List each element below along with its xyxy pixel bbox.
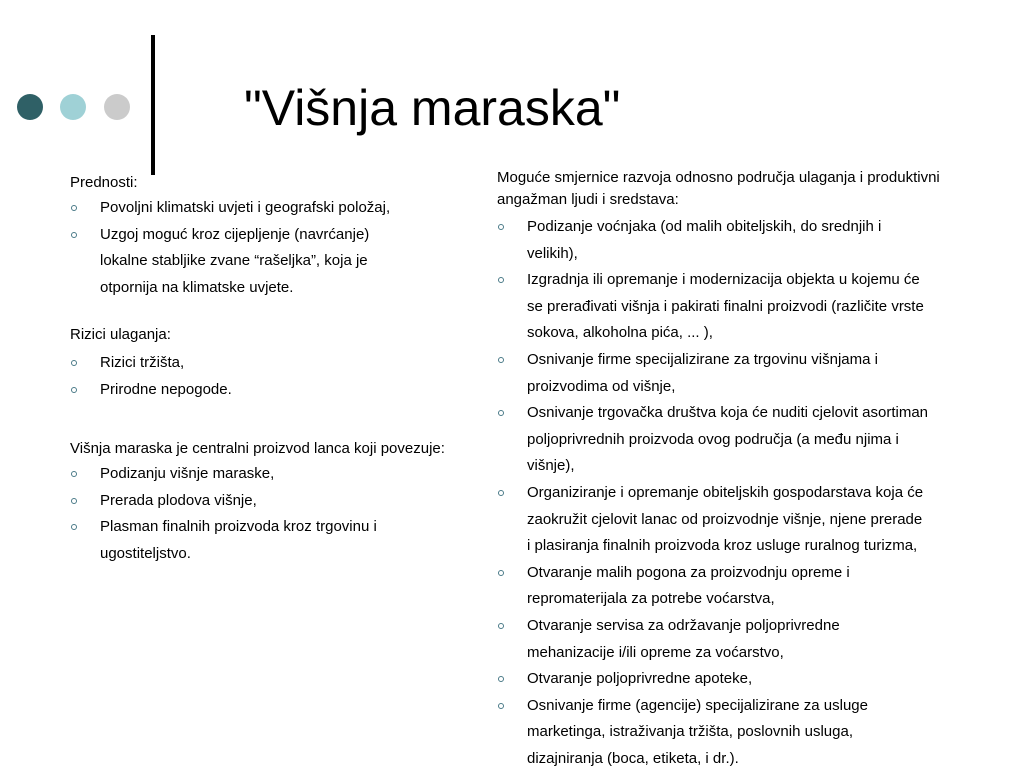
list-item-line: sokova, alkoholna pića, ... ),	[527, 324, 713, 342]
bullet-circle-icon	[71, 360, 77, 366]
bullet-circle-icon	[498, 703, 504, 709]
list-item	[497, 347, 997, 400]
bullet-circle-icon	[71, 524, 77, 530]
list-item-line: se prerađivati višnja i pakirati finalni proizvodi (različite vrste	[527, 297, 924, 315]
list-item-line: mehanizacije i/ili opreme za voćarstvo,	[527, 643, 784, 661]
list-item-line: Plasman finalnih proizvoda kroz trgovinu i	[100, 518, 377, 535]
development-intro: Moguće smjernice razvoja odnosno područja ulaganja i produktivni angažman ljudi i sredstava:	[497, 169, 940, 208]
bullet-circle-icon	[498, 410, 504, 416]
chain-list	[70, 461, 460, 567]
list-item	[70, 488, 460, 515]
list-item-line: proizvodima od višnje,	[527, 377, 676, 395]
list-item-line: Osnivanje firme specijalizirane za trgovinu višnjama i	[527, 350, 878, 368]
list-item	[497, 666, 997, 693]
advantages-heading: Prednosti:	[70, 174, 138, 191]
list-item-line: Rizici tržišta,	[100, 354, 185, 371]
slide-title: "Višnja maraska"	[244, 80, 621, 136]
right-column	[497, 167, 997, 772]
left-column	[70, 171, 460, 567]
decorative-dot-dark	[17, 94, 43, 120]
advantages-list	[70, 195, 460, 301]
list-item-line: i plasiranja finalnih proizvoda kroz usluge ruralnog turizma,	[527, 537, 918, 555]
bullet-circle-icon	[498, 224, 504, 230]
list-item-line: Povoljni klimatski uvjeti i geografski položaj,	[100, 199, 391, 216]
list-item-line: otpornija na klimatske uvjete.	[100, 278, 294, 296]
list-item-line: lokalne stabljike zvane “rašeljka”, koja je	[100, 252, 368, 269]
list-item-line: Otvaranje servisa za održavanje poljoprivredne	[527, 616, 840, 634]
decorative-dot-light	[60, 94, 86, 120]
bullet-circle-icon	[71, 205, 77, 211]
list-item	[70, 514, 460, 567]
list-item	[497, 480, 997, 560]
bullet-circle-icon	[71, 387, 77, 393]
bullet-circle-icon	[498, 357, 504, 363]
list-item	[497, 400, 997, 480]
bullet-circle-icon	[498, 570, 504, 576]
bullet-circle-icon	[498, 676, 504, 682]
list-item	[70, 350, 460, 377]
bullet-circle-icon	[71, 498, 77, 504]
risks-heading: Rizici ulaganja:	[70, 326, 171, 343]
list-item	[70, 377, 460, 404]
list-item-line: Prerada plodova višnje,	[100, 491, 257, 509]
chain-intro: Višnja maraska je centralni proizvod lanca koji povezuje:	[70, 440, 445, 457]
list-item-line: repromaterijala za potrebe voćarstva,	[527, 590, 775, 608]
list-item-line: zaokružit cjelovit lanac od proizvodnje višnje, njene prerade	[527, 510, 923, 528]
bullet-circle-icon	[498, 490, 504, 496]
list-item	[70, 195, 460, 222]
list-item-line: marketinga, istraživanja tržišta, poslovnih usluga,	[527, 723, 853, 741]
list-item-line: Izgradnja ili opremanje i modernizacija objekta u kojemu će	[527, 271, 920, 289]
risks-list	[70, 350, 460, 403]
decorative-dot-grey	[104, 94, 130, 120]
list-item-line: velikih),	[527, 244, 578, 262]
list-item-line: višnje),	[527, 457, 575, 475]
list-item	[497, 613, 997, 666]
list-item-line: dizajniranja (boca, etiketa, i dr.).	[527, 749, 739, 767]
list-item-line: Osnivanje firme (agencije) specijalizirane za usluge	[527, 696, 868, 714]
list-item-line: Organiziranje i opremanje obiteljskih gospodarstava koja će	[527, 483, 924, 501]
list-item-line: Otvaranje malih pogona za proizvodnju opreme i	[527, 563, 850, 581]
list-item	[497, 693, 997, 772]
bullet-circle-icon	[498, 277, 504, 283]
list-item	[497, 560, 997, 613]
list-item-line: Prirodne nepogode.	[100, 380, 232, 398]
list-item-line: Podizanju višnje maraske,	[100, 465, 275, 482]
list-item-line: Podizanje voćnjaka (od malih obiteljskih, do srednjih i	[527, 218, 882, 235]
list-item-line: poljoprivrednih proizvoda ovog područja (a među njima i	[527, 430, 899, 448]
list-item	[497, 214, 997, 267]
list-item-line: ugostiteljstvo.	[100, 544, 191, 562]
list-item	[70, 222, 460, 302]
bullet-circle-icon	[498, 623, 504, 629]
list-item	[497, 267, 997, 347]
title-divider-line	[151, 35, 155, 175]
bullet-circle-icon	[71, 232, 77, 238]
list-item	[70, 461, 460, 488]
list-item-line: Uzgoj moguć kroz cijepljenje (navrćanje)	[100, 225, 370, 243]
development-list	[497, 214, 997, 772]
list-item-line: Otvaranje poljoprivredne apoteke,	[527, 670, 753, 688]
list-item-line: Osnivanje trgovačka društva koja će nuditi cjelovit asortiman	[527, 404, 929, 422]
bullet-circle-icon	[71, 471, 77, 477]
